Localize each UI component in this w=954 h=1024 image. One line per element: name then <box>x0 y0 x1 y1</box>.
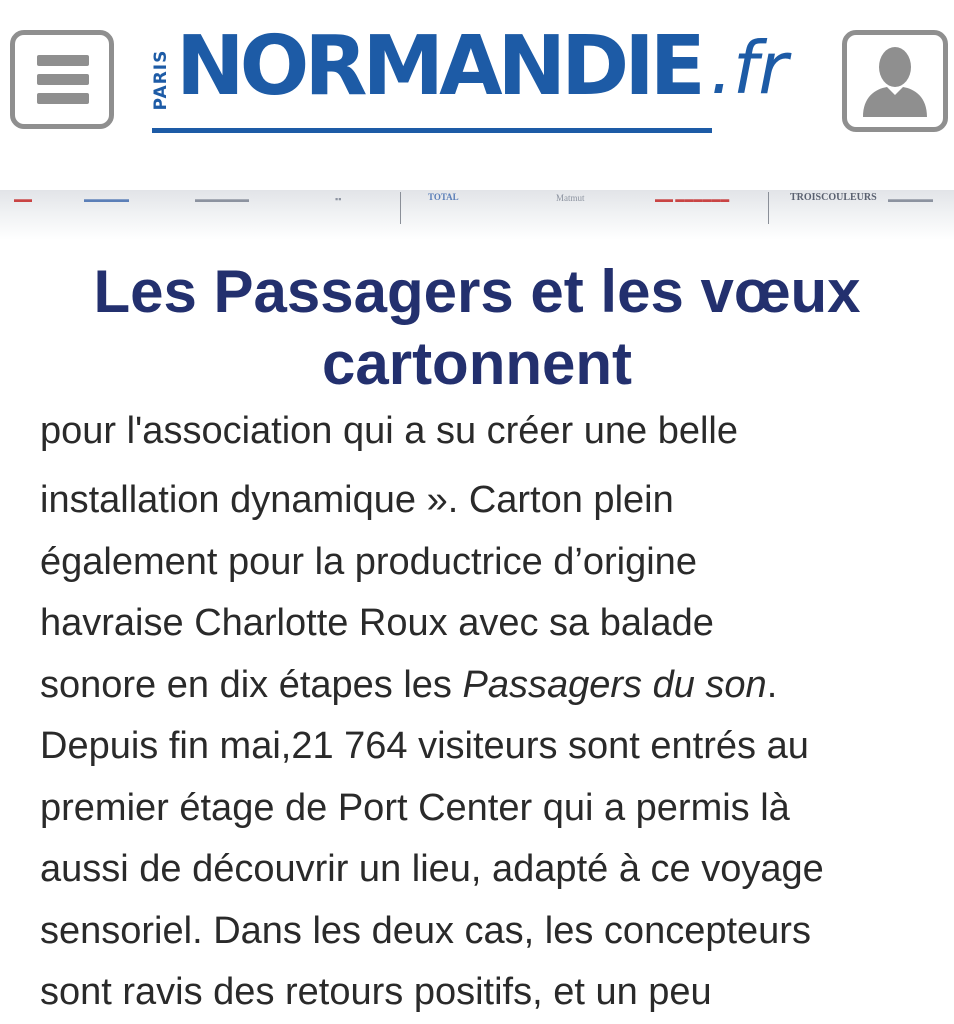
body-line: havraise Charlotte Roux avec sa balade <box>40 602 714 644</box>
article-title-line: cartonnent <box>321 330 633 397</box>
body-line: également pour la productrice d’origine <box>40 540 697 583</box>
user-silhouette-icon <box>861 45 929 117</box>
sponsor-logo: ▬▬▬▬▬ <box>888 194 933 204</box>
body-line: sensoriel. Dans les deux cas, les concepteurs <box>40 909 811 952</box>
sponsor-logo: ▬▬ ▬▬▬▬▬▬ <box>655 194 730 204</box>
logo-underline <box>152 128 712 133</box>
clipped-text-line: pour l'association qui a su créer une belle <box>40 410 739 452</box>
body-line: Depuis fin mai,21 764 visiteurs sont entrés au <box>40 725 809 767</box>
sponsor-logo-troiscouleurs: TROISCOULEURS <box>790 192 877 203</box>
sponsor-banner <box>0 190 954 240</box>
menu-button[interactable] <box>10 30 114 129</box>
logo-paris: PARIS <box>151 49 171 111</box>
body-line: installation dynamique ». Carton plein <box>40 479 674 521</box>
article-title-line: Les Passagers et les vœux <box>93 258 861 325</box>
sponsor-logo: ▬▬▬▬▬▬ <box>195 194 249 204</box>
logo-fr-suffix: .fr <box>710 26 788 110</box>
sponsor-logo-matmut: Matmut <box>556 193 585 203</box>
sponsor-logo-total: TOTAL <box>428 192 459 202</box>
article-body <box>40 470 940 1024</box>
user-account-button[interactable] <box>842 30 948 132</box>
logo-normandie: NORMANDIE <box>176 19 701 114</box>
body-line: sonore en dix étapes les Passagers du son. <box>40 663 778 706</box>
sponsor-divider <box>400 192 401 224</box>
sponsor-logo: ▪▪ <box>335 194 342 204</box>
article-title <box>40 256 914 400</box>
body-line: premier étage de Port Center qui a permis là <box>40 786 790 829</box>
body-line: sont ravis des retours positifs, et un peu <box>40 971 712 1013</box>
emphasis-passagers-du-son: Passagers du son <box>462 663 767 706</box>
site-header <box>0 0 954 165</box>
site-logo[interactable] <box>150 19 820 140</box>
sponsor-logo: ▬▬ <box>14 194 32 204</box>
sponsor-logo: ▬▬▬▬▬ <box>84 194 129 204</box>
sponsor-divider <box>768 192 769 224</box>
body-line: aussi de découvrir un lieu, adapté à ce voyage <box>40 848 824 890</box>
